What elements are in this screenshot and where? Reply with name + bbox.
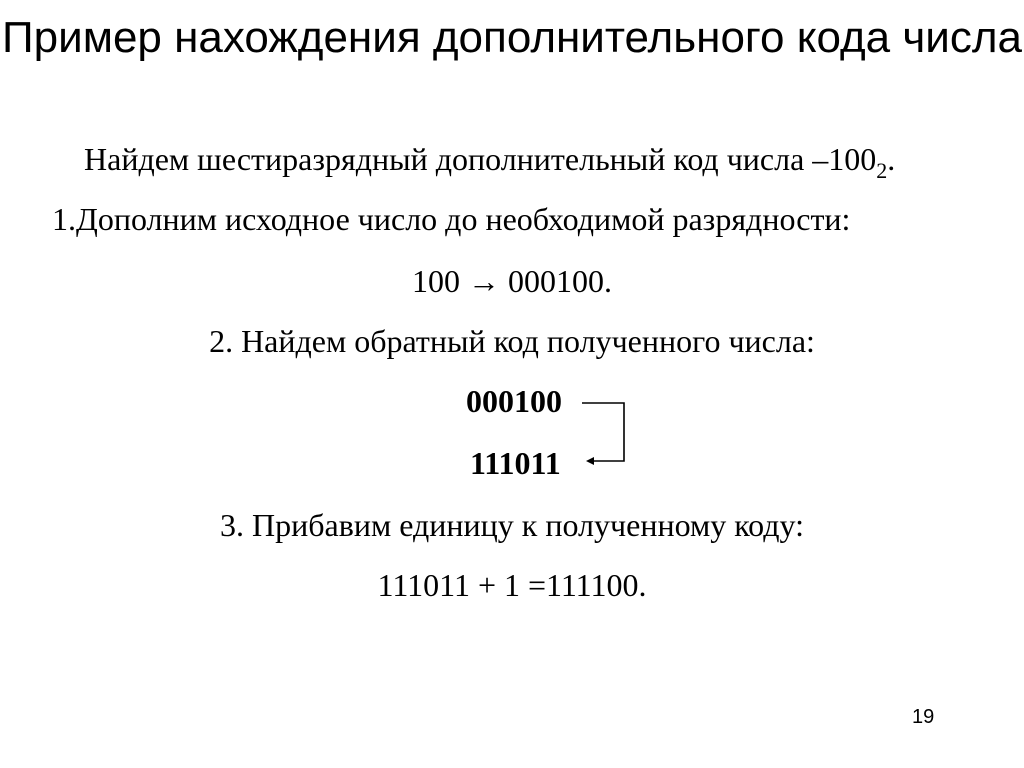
slide-title: Пример нахождения дополнительного кода числа: [2, 13, 1022, 62]
step1-equation: 100 → 000100.: [412, 263, 612, 299]
step3-equation: 111011 + 1 =111100.: [377, 567, 647, 603]
intro-period: .: [887, 141, 896, 177]
intro-main: Найдем шестиразрядный дополнительный код числа –100: [84, 141, 877, 177]
step2-text: 2. Найдем обратный код полученного числа:: [209, 323, 815, 359]
step1-text: 1.Дополним исходное число до необходимой разрядности:: [52, 201, 851, 237]
intro-text: [84, 140, 896, 183]
original-bits: 000100: [466, 383, 562, 419]
inversion-arrow-icon: [580, 392, 640, 472]
page-number: 19: [912, 706, 935, 728]
step3-text: 3. Прибавим единицу к полученному коду:: [220, 507, 804, 543]
inverted-bits: 111011: [470, 445, 561, 481]
intro-subscript: 2: [876, 158, 888, 183]
